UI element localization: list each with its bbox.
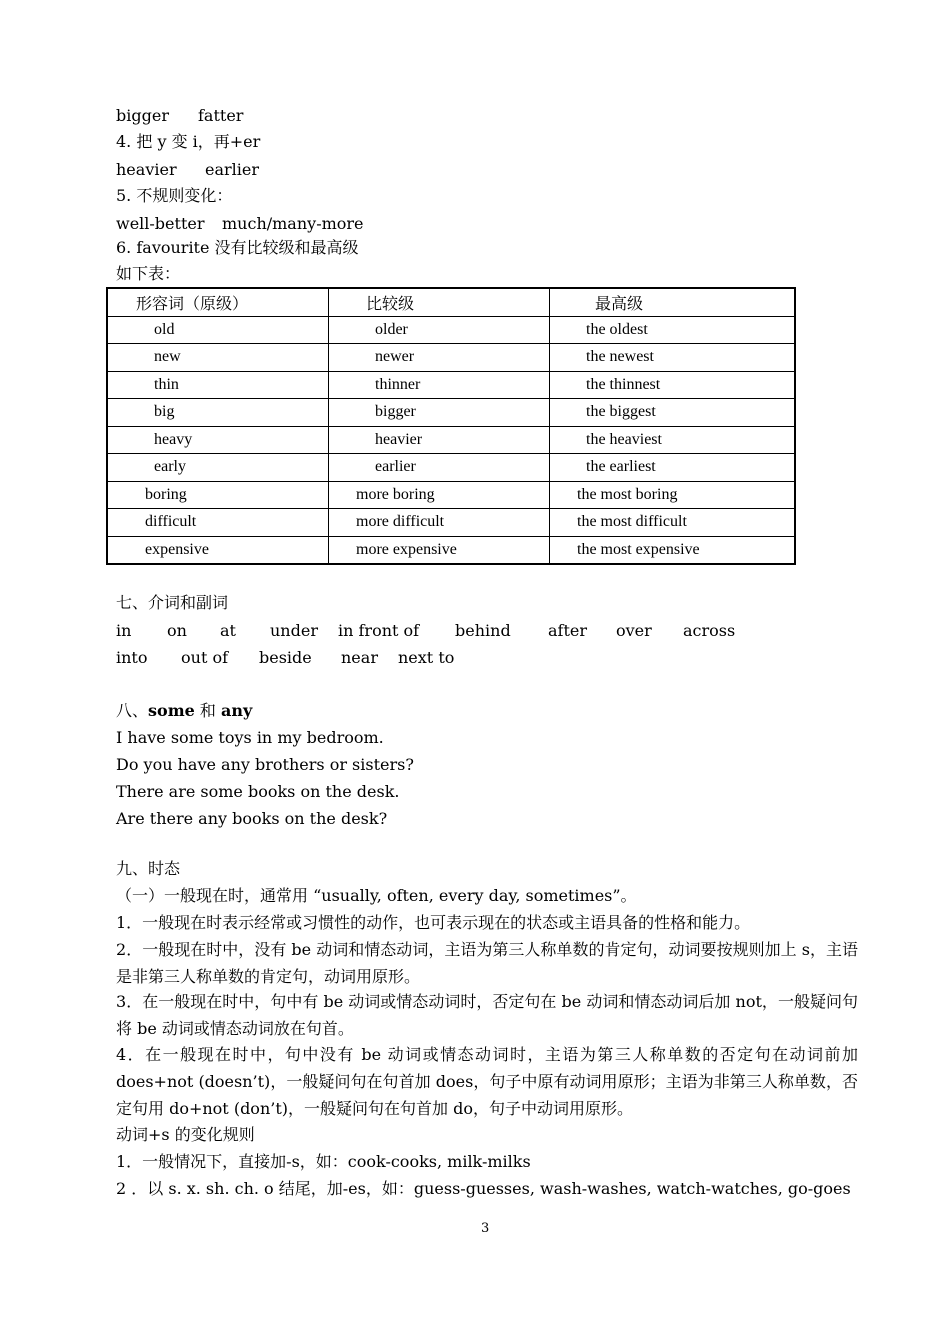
section-title-tenses: 九、时态: [116, 859, 181, 878]
word: into: [116, 648, 148, 667]
table-row: heavy heavier the heaviest: [107, 426, 795, 454]
word: in front of: [338, 621, 420, 640]
rule-line: 6. favourite 没有比较级和最高级: [116, 238, 359, 257]
prepositions-row: [0, 648, 950, 668]
header-superlative: 最高级: [550, 288, 796, 316]
example-sentence: Are there any books on the desk?: [116, 809, 388, 828]
header-comparative: 比较级: [329, 288, 550, 316]
rule-paragraph: 1．一般现在时表示经常或习惯性的动作，也可表示现在的状态或主语具备的性格和能力。: [116, 913, 751, 932]
subsection-title: （一）一般现在时，通常用 “usually, often, every day, sometimes”。: [116, 886, 637, 905]
example-sentence: Do you have any brothers or sisters?: [116, 755, 414, 774]
rule-paragraph: 4．在一般现在时中，句中没有 be 动词或情态动词时，主语为第三人称单数的否定句在动词前加 does+not (doesn’t)，一般疑问句在句首加 does，句子中原有动词用原形；主语为非第三人称单数，否定句用 do+not (don’t)，一般疑问句在句首加 do，句子中动词用原形。: [116, 1045, 858, 1118]
word: out of: [181, 648, 229, 667]
rule-paragraph: 3．在一般现在时中，句中有 be 动词或情态动词时，否定句在 be 动词和情态动词后加 not，一般疑问句将 be 动词或情态动词放在句首。: [116, 992, 858, 1038]
word: under: [270, 621, 318, 640]
table-row: early earlier the earliest: [107, 454, 795, 482]
table-row: new newer the newest: [107, 344, 795, 372]
comparison-table: [106, 287, 796, 565]
word: across: [683, 621, 736, 640]
rule-line: 5. 不规则变化：: [116, 186, 233, 205]
word: over: [616, 621, 652, 640]
rule-item: 1．一般情况下，直接加-s，如：cook-cooks, milk-milks: [116, 1152, 531, 1171]
word: behind: [455, 621, 511, 640]
word: beside: [259, 648, 312, 667]
table-intro: 如下表：: [116, 264, 181, 283]
table-header-row: [107, 288, 795, 316]
table-row: difficult more difficult the most difficult: [107, 509, 795, 537]
section-title-prepositions: 七、介词和副词: [116, 593, 229, 612]
section-title-some-any: 八、some 和 any: [116, 701, 253, 720]
table-row: thin thinner the thinnest: [107, 371, 795, 399]
word: after: [548, 621, 588, 640]
table-row: old older the oldest: [107, 316, 795, 344]
example-sentence: I have some toys in my bedroom.: [116, 728, 384, 747]
word: on: [167, 621, 187, 640]
rule-paragraph: 2．一般现在时中，没有 be 动词和情态动词，主语为第三人称单数的肯定句，动词要按规则加上 s，主语是非第三人称单数的肯定句，动词用原形。: [116, 940, 858, 986]
prepositions-row: [0, 621, 950, 641]
table-row: expensive more expensive the most expensive: [107, 536, 795, 564]
rule-title: 动词+s 的变化规则: [116, 1125, 255, 1144]
example-sentence: There are some books on the desk.: [116, 782, 400, 801]
page-number: 3: [481, 1221, 490, 1236]
example-line: heavier earlier: [116, 160, 260, 179]
rule-item: 2 ．以 s. x. sh. ch. o 结尾，加-es，如：guess-guesses, wash-washes, watch-watches, go-goes: [116, 1179, 851, 1198]
header-positive: 形容词（原级）: [107, 288, 329, 316]
example-line: well-better much/many-more: [116, 214, 364, 233]
example-line: bigger fatter: [116, 106, 244, 125]
word: at: [220, 621, 236, 640]
table-row: boring more boring the most boring: [107, 481, 795, 509]
word: near: [341, 648, 378, 667]
word: in: [116, 621, 132, 640]
rule-line: 4. 把 y 变 i，再+er: [116, 132, 261, 151]
word: next to: [398, 648, 455, 667]
table-row: big bigger the biggest: [107, 399, 795, 427]
